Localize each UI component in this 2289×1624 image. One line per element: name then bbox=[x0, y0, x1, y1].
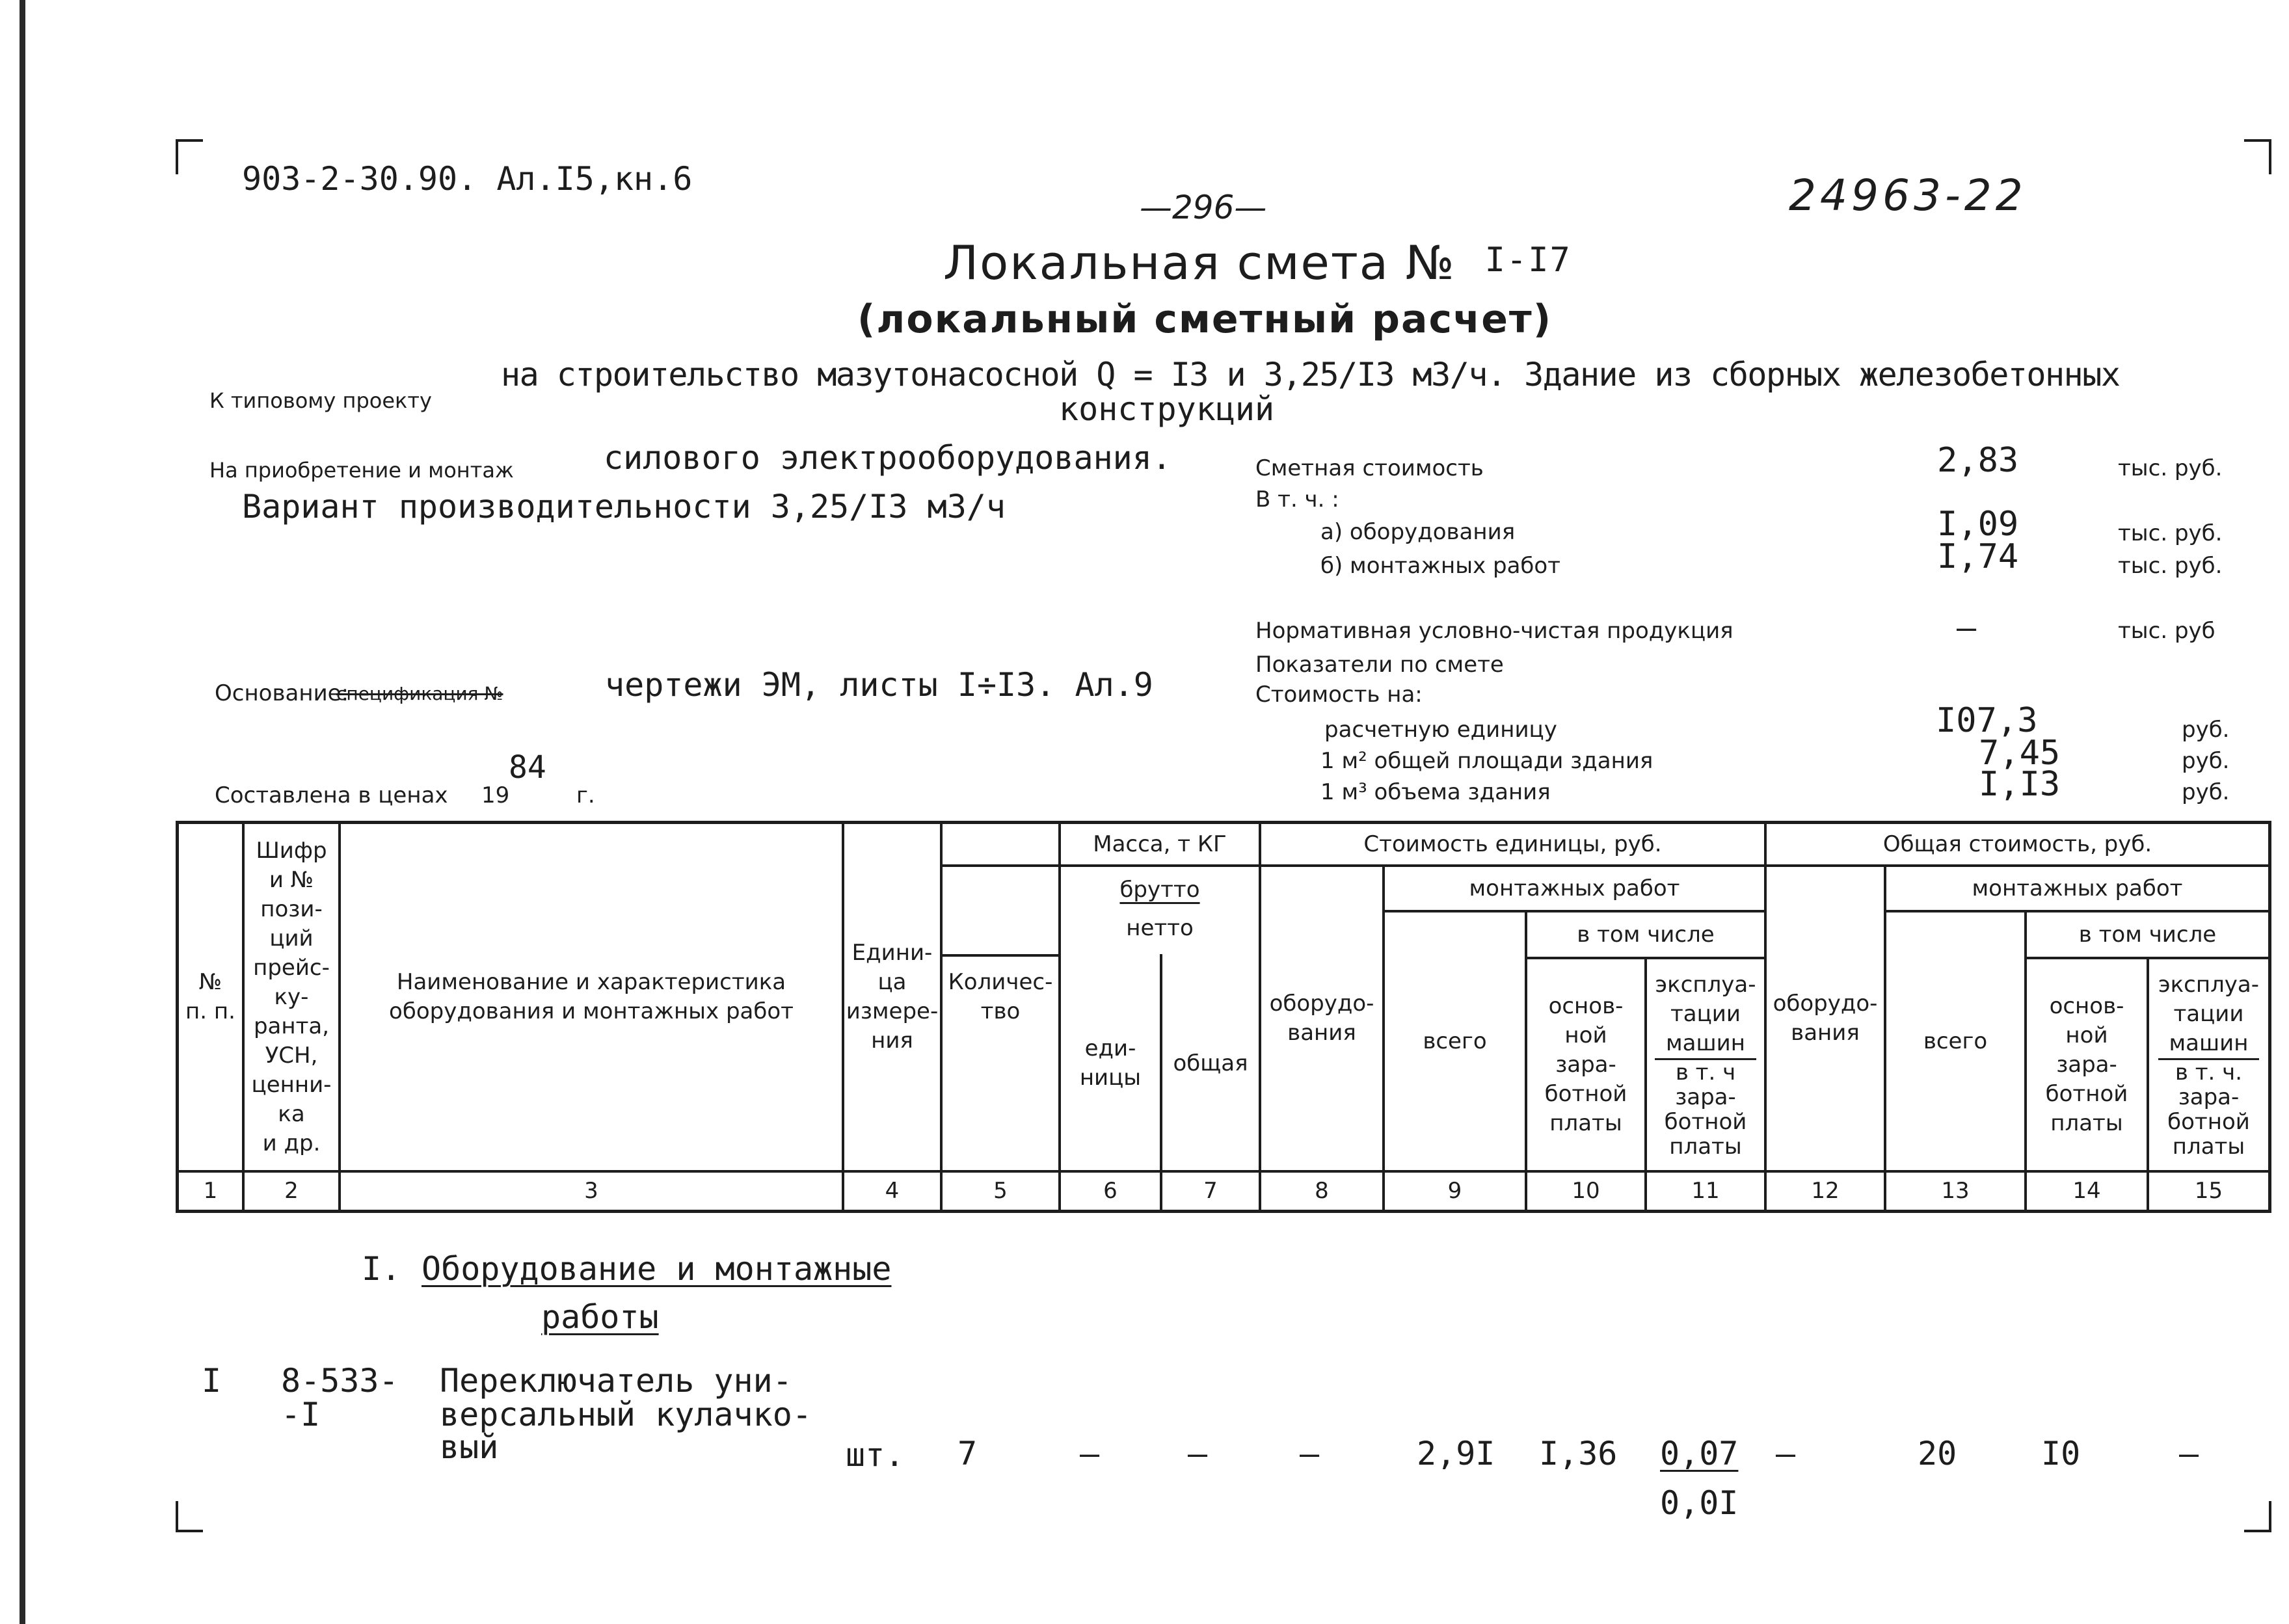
calc-unit-value: I07,3 bbox=[1936, 701, 2038, 740]
binding-edge bbox=[20, 0, 25, 1624]
col-number-4: 4 bbox=[885, 1178, 900, 1204]
row1-total-machines: – bbox=[2179, 1435, 2199, 1472]
including-label: В т. ч. : bbox=[1255, 486, 1339, 512]
row1-mass-unit: – bbox=[1080, 1435, 1100, 1472]
col-number-15: 15 bbox=[2194, 1178, 2223, 1204]
page-title-text: Локальная смета № bbox=[943, 235, 1456, 290]
estimated-cost-unit: тыс. руб. bbox=[2118, 455, 2223, 481]
row1-number: I bbox=[202, 1362, 222, 1400]
volume-label: 1 м³ объема здания bbox=[1320, 779, 1551, 805]
normative-unit: тыс. руб bbox=[2118, 618, 2215, 644]
header-unit: Едини- ца измере- ния bbox=[846, 940, 939, 1054]
col-number-6: 6 bbox=[1103, 1178, 1118, 1204]
header-gross-text: брутто bbox=[1119, 876, 1200, 903]
col-number-9: 9 bbox=[1447, 1178, 1462, 1204]
col-number-3: 3 bbox=[584, 1178, 598, 1204]
row1-total-install: 20 bbox=[1918, 1435, 1957, 1472]
header-total-wages: основ- ной зара- ботной платы bbox=[2045, 992, 2128, 1136]
header-net: нетто bbox=[1126, 914, 1194, 941]
estimate-table bbox=[176, 821, 2271, 1213]
section-title-line1: Оборудование и монтажные bbox=[422, 1250, 892, 1288]
corner-mark-bottom-left bbox=[176, 1501, 203, 1532]
normative-label: Нормативная условно-чистая продукция bbox=[1255, 618, 1733, 644]
project-text-line1: на строительство мазутонасосной Q = I3 и 3,25/I3 м3/ч. Здание из сборных железобетонных bbox=[501, 356, 2120, 393]
volume-value: I,I3 bbox=[1979, 765, 2061, 804]
area-value: 7,45 bbox=[1979, 734, 2061, 773]
purpose-line1: силового электрооборудования. bbox=[604, 439, 1171, 477]
row1-code-line1: 8-533- bbox=[281, 1362, 399, 1400]
row1-unit-install-total: 2,9I bbox=[1417, 1435, 1495, 1472]
equipment-cost-label: а) оборудования bbox=[1320, 519, 1516, 545]
compiled-year-suffix: 84 bbox=[509, 749, 546, 786]
area-currency: руб. bbox=[2182, 748, 2230, 774]
header-unit-machines-text: эксплуа- тации машин bbox=[1655, 970, 1756, 1060]
col-number-11: 11 bbox=[1691, 1178, 1720, 1204]
row1-unit-machines: 0,07 bbox=[1660, 1435, 1739, 1472]
purpose-line2: Вариант производительности 3,25/I3 м3/ч bbox=[242, 488, 1006, 526]
col-number-8: 8 bbox=[1315, 1178, 1329, 1204]
area-label: 1 м² общей площади здания bbox=[1320, 748, 1653, 774]
header-mass-unit: еди- ницы bbox=[1079, 1035, 1142, 1091]
header-unit-install: монтажных работ bbox=[1469, 875, 1680, 901]
compiled-year-unit: г. bbox=[576, 782, 595, 808]
header-mass-total: общая bbox=[1173, 1050, 1248, 1076]
basis-crossed-text: спецификация № bbox=[336, 683, 503, 704]
header-total-cost: Общая стоимость, руб. bbox=[1882, 831, 2152, 857]
installation-cost-unit: тыс. руб. bbox=[2118, 553, 2223, 579]
normative-value: – bbox=[1957, 609, 1977, 646]
header-unit-machines-wages: в т. ч зара- ботной платы bbox=[1664, 1059, 1747, 1160]
calc-unit-label: расчетную единицу bbox=[1324, 717, 1557, 743]
cost-per-label: Стоимость на: bbox=[1255, 682, 1423, 708]
row1-total-wages: I0 bbox=[2041, 1435, 2081, 1472]
header-unit-install-total: всего bbox=[1423, 1028, 1487, 1054]
indicators-label: Показатели по смете bbox=[1255, 652, 1504, 678]
header-unit-equipment: оборудо- вания bbox=[1269, 991, 1374, 1046]
header-number: № п. п. bbox=[185, 969, 235, 1024]
col-number-14: 14 bbox=[2072, 1178, 2101, 1204]
header-total-machines-text: эксплуа- тации машин bbox=[2158, 970, 2259, 1060]
row1-unit: шт. bbox=[846, 1436, 905, 1474]
header-unit-wages: основ- ной зара- ботной платы bbox=[1544, 992, 1627, 1136]
row1-name-line3: вый bbox=[440, 1428, 499, 1466]
header-total-including: в том числе bbox=[2078, 921, 2217, 948]
col-number-2: 2 bbox=[284, 1178, 299, 1204]
corner-mark-top-left bbox=[176, 139, 203, 174]
page-subtitle: (локальный сметный расчет) bbox=[857, 297, 1553, 342]
volume-currency: руб. bbox=[2182, 779, 2230, 805]
estimated-cost-value: 2,83 bbox=[1937, 441, 2019, 480]
col-number-12: 12 bbox=[1811, 1178, 1840, 1204]
equipment-cost-unit: тыс. руб. bbox=[2118, 520, 2223, 546]
row1-mass-total: – bbox=[1188, 1435, 1208, 1472]
corner-mark-top-right bbox=[2244, 139, 2271, 174]
compiled-label: Составлена в ценах bbox=[215, 782, 448, 808]
header-unit-including: в том числе bbox=[1577, 921, 1715, 948]
compiled-year-prefix: 19 bbox=[481, 782, 510, 808]
estimate-number: I-I7 bbox=[1484, 241, 1572, 280]
calc-unit-currency: руб. bbox=[2182, 717, 2230, 743]
col-number-7: 7 bbox=[1203, 1178, 1218, 1204]
equipment-cost-value: I,09 bbox=[1937, 505, 2019, 544]
header-unit-machines bbox=[1647, 959, 1764, 1170]
row1-unit-wages: I,36 bbox=[1539, 1435, 1618, 1472]
project-label: К типовому проекту bbox=[209, 388, 432, 413]
inventory-number: 24963-22 bbox=[1789, 170, 2027, 220]
header-total-machines-wages: в т. ч. зара- ботной платы bbox=[2167, 1059, 2250, 1160]
col-number-10: 10 bbox=[1572, 1178, 1600, 1204]
header-total-install-total: всего bbox=[1923, 1028, 1988, 1054]
col-number-13: 13 bbox=[1941, 1178, 1970, 1204]
header-name: Наименование и характеристика оборудования и монтажных работ bbox=[389, 969, 794, 1024]
header-unit-cost: Стоимость единицы, руб. bbox=[1363, 831, 1662, 857]
row1-unit-machines-wages: 0,0I bbox=[1660, 1484, 1739, 1522]
header-gross bbox=[1061, 867, 1259, 912]
project-text-line2: конструкций bbox=[1059, 390, 1275, 428]
basis-text: чертежи ЭМ, листы I÷I3. Ал.9 bbox=[605, 666, 1153, 704]
page-title bbox=[943, 235, 1572, 290]
section-number: I. bbox=[362, 1250, 401, 1288]
document-code: 903-2-30.90. Ал.I5,кн.6 bbox=[242, 160, 693, 198]
section-title-line2: работы bbox=[541, 1298, 659, 1336]
installation-cost-value: I,74 bbox=[1937, 537, 2019, 576]
basis-label: Основание: bbox=[215, 680, 349, 706]
col-number-5: 5 bbox=[993, 1178, 1008, 1204]
header-total-machines bbox=[2149, 959, 2268, 1170]
header-total-install: монтажных работ bbox=[1972, 875, 2183, 901]
page-number: —296— bbox=[1140, 189, 1267, 226]
header-total-equipment: оборудо- вания bbox=[1773, 991, 1878, 1046]
header-code: Шифр и № пози- ций прейс- ку- ранта, УСН, ценни- ка и др. bbox=[251, 837, 332, 1156]
header-mass: Масса, т КГ bbox=[1093, 831, 1227, 857]
row1-quantity: 7 bbox=[957, 1435, 978, 1472]
row1-total-equipment: – bbox=[1776, 1435, 1796, 1472]
corner-mark-bottom-right bbox=[2244, 1501, 2271, 1532]
row1-unit-equipment: – bbox=[1300, 1435, 1320, 1472]
col-number-1: 1 bbox=[203, 1178, 218, 1204]
row1-code-line2: -I bbox=[281, 1396, 321, 1433]
estimated-cost-label: Сметная стоимость bbox=[1255, 455, 1484, 481]
row1-name-line1: Переключатель уни- bbox=[440, 1362, 792, 1400]
installation-cost-label: б) монтажных работ bbox=[1320, 553, 1560, 579]
header-quantity: Количес- тво bbox=[948, 969, 1053, 1024]
purpose-label: На приобретение и монтаж bbox=[209, 458, 514, 483]
row1-name-line2: версальный кулачко- bbox=[440, 1396, 812, 1433]
